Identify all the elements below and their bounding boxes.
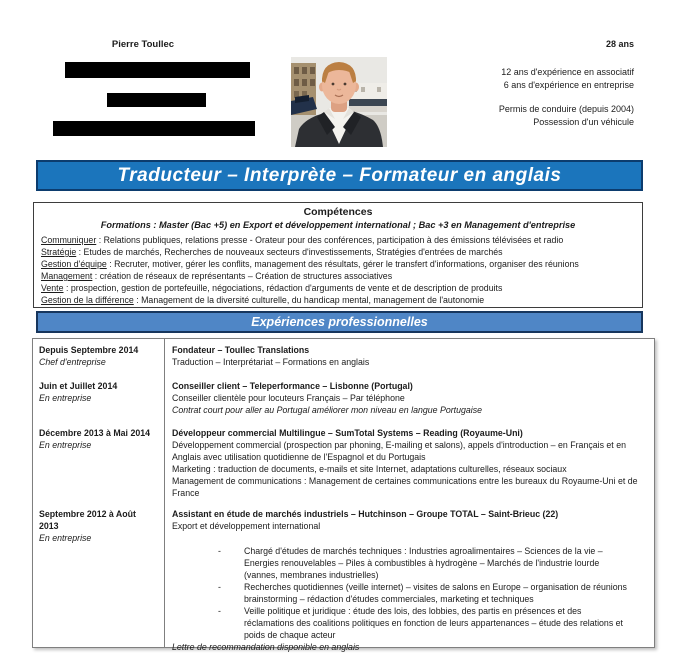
driving-license-text: Permis de conduire (depuis 2004) bbox=[498, 104, 634, 114]
job-title-text: Traducteur – Interprète – Formateur en anglais bbox=[117, 164, 562, 186]
experience-period-cell bbox=[33, 380, 164, 416]
competences-heading: Compétences bbox=[303, 206, 373, 218]
skill-text: : Recruter, motiver, gérer les conflits, management des résultats, gérer le transfert d'informations, organiser des réunions bbox=[106, 259, 579, 269]
skill-label: Management bbox=[41, 271, 93, 281]
experience-line: Marketing : traduction de documents, e-mails et site Internet, adaptations culturelles, réseaux sociaux bbox=[172, 464, 567, 474]
job-title-banner bbox=[36, 160, 643, 191]
experience-role-type: En entreprise bbox=[39, 440, 92, 450]
experience-detail-cell bbox=[164, 380, 654, 416]
skill-text: : prospection, gestion de portefeuille, négociations, rédaction d'arguments de vente et de description de produits bbox=[63, 283, 503, 293]
skill-text: : Relations publiques, relations presse - Orateur pour des conférences, participation à des émissions télévisées et radio bbox=[96, 235, 564, 245]
experience-row-toullec-translations bbox=[33, 344, 654, 368]
skill-label: Communiquer bbox=[41, 235, 97, 245]
experience-period-cell bbox=[33, 427, 164, 499]
redacted-contact-line-2 bbox=[107, 93, 206, 107]
experiences-banner-text: Expériences professionnelles bbox=[251, 315, 428, 329]
experience-title: Fondateur – Toullec Translations bbox=[172, 345, 310, 355]
table-column-divider bbox=[164, 339, 165, 647]
formations-line: Formations : Master (Bac +5) en Export et développement international ; Bac +3 en Management d'entreprise bbox=[100, 220, 576, 230]
redacted-contact-line-3 bbox=[53, 121, 255, 136]
redacted-contact-line-1 bbox=[65, 62, 250, 78]
experience-row-sumtotal bbox=[33, 427, 654, 499]
experience-note: Contrat court pour aller au Portugal améliorer mon niveau en langue Portugaise bbox=[172, 405, 483, 415]
skill-line-gestion-difference bbox=[41, 294, 635, 306]
bullet-dash-icon bbox=[218, 605, 244, 641]
experience-title: Assistant en étude de marchés industriels – Hutchinson – Groupe TOTAL – Saint-Brieuc (22) bbox=[172, 509, 559, 519]
experience-detail-cell bbox=[164, 427, 654, 499]
experience-role-type: En entreprise bbox=[39, 393, 92, 403]
skill-line-management bbox=[41, 270, 635, 282]
experiences-banner bbox=[36, 311, 643, 333]
experience-detail-cell bbox=[164, 508, 654, 653]
experience-line: Développement commercial (prospection par phoning, E-mailing et salons), appels d'introduction – en Français et en Anglais avec utilisation quotidienne de l'Espagnol et du Portugais bbox=[172, 440, 626, 462]
skill-label: Vente bbox=[41, 283, 64, 293]
experience-associative-text: 12 ans d'expérience en associatif bbox=[501, 67, 634, 77]
bullet-item bbox=[172, 581, 646, 605]
experience-period: Juin et Juillet 2014 bbox=[39, 381, 118, 391]
skill-text: : création de réseaux de représentants – Création de structures associatives bbox=[92, 271, 393, 281]
bullet-text: Veille politique et juridique : étude des lois, des lobbies, des partis en présences et des réclamations des coalitions politiques en fonction de leurs appartenances – étude des relations et poids de chaque acteur bbox=[244, 606, 623, 640]
experience-period: Depuis Septembre 2014 bbox=[39, 345, 139, 355]
bullet-text: Chargé d'études de marchés techniques : Industries agroalimentaires – Sciences de la vie – Energies renouvelables – Piles à combustibles à hydrogène – Marchés de l'industrie lourde (vannes, membranes industrielles) bbox=[244, 546, 603, 580]
skill-label: Gestion d'équipe bbox=[41, 259, 107, 269]
experience-period-cell bbox=[33, 344, 164, 368]
experience-title: Conseiller client – Teleperformance – Lisbonne (Portugal) bbox=[172, 381, 413, 391]
bullet-item bbox=[172, 545, 646, 581]
bullet-dash-icon bbox=[218, 581, 244, 605]
experience-bullet-list bbox=[172, 545, 646, 641]
experiences-table bbox=[32, 338, 655, 652]
experience-row-hutchinson bbox=[33, 508, 654, 653]
skill-text: : Management de la diversité culturelle, du handicap mental, management de l'autonomie bbox=[133, 295, 485, 305]
skill-text: : Etudes de marchés, Recherches de nouveaux secteurs d'investissements, Stratégies d'entrées de marchés bbox=[76, 247, 503, 257]
experience-period: Décembre 2013 à Mai 2014 bbox=[39, 428, 151, 438]
vehicle-text: Possession d'un véhicule bbox=[533, 117, 634, 127]
experience-row-teleperformance bbox=[33, 380, 654, 416]
candidate-name: Pierre Toullec bbox=[111, 39, 175, 50]
experience-role-type: En entreprise bbox=[39, 533, 92, 543]
bullet-text: Recherches quotidiennes (veille internet) – visites de salons en Europe – organisation de réunions brainstorming – rédaction d'études commerciales, marketing et techniques bbox=[244, 582, 627, 604]
competences-section bbox=[33, 202, 643, 308]
header-info-block bbox=[499, 38, 634, 129]
experience-company-text: 6 ans d'expérience en entreprise bbox=[503, 80, 634, 90]
skill-line-strategie bbox=[41, 246, 635, 258]
experience-line: Export et développement international bbox=[172, 521, 321, 531]
skill-label: Gestion de la différence bbox=[41, 295, 134, 305]
experience-line: Management de communications : Management de certaines communications entre les bureaux du Royaume-Uni et de France bbox=[172, 476, 638, 498]
experience-line: Traduction – Interprétariat – Formations en anglais bbox=[172, 357, 370, 367]
skill-line-gestion-equipe bbox=[41, 258, 635, 270]
bullet-dash-icon bbox=[218, 545, 244, 581]
experience-line: Conseiller clientèle pour locuteurs Français – Par téléphone bbox=[172, 393, 405, 403]
skill-line-communiquer bbox=[41, 234, 635, 246]
experience-role-type: Chef d'entreprise bbox=[39, 357, 106, 367]
experience-detail-cell bbox=[164, 344, 654, 368]
experience-note: Lettre de recommandation disponible en anglais bbox=[172, 642, 360, 652]
skill-line-vente bbox=[41, 282, 635, 294]
profile-photo bbox=[291, 57, 387, 147]
skill-label: Stratégie bbox=[41, 247, 77, 257]
age-text: 28 ans bbox=[605, 39, 634, 49]
bullet-item bbox=[172, 605, 646, 641]
experience-period: Septembre 2012 à Août 2013 bbox=[39, 509, 136, 531]
experience-period-cell bbox=[33, 508, 164, 653]
experience-title: Développeur commercial Multilingue – SumTotal Systems – Reading (Royaume-Uni) bbox=[172, 428, 523, 438]
